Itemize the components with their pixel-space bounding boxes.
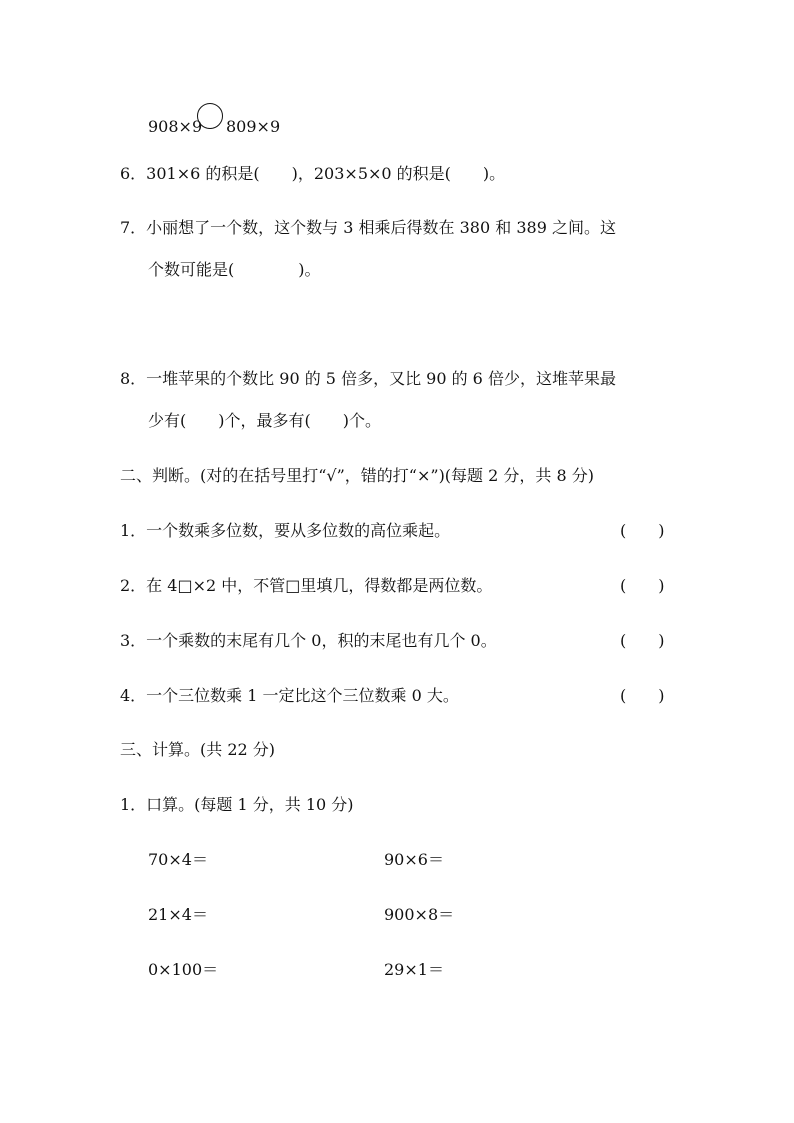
calc-item: 70×4＝ [148,850,208,869]
judge-answer-4: ( ) [620,686,665,705]
calc-item: 0×100＝ [148,960,219,979]
question-8-line2: 少有( )个，最多有( )个。 [148,411,381,430]
question-8-line1: 8．一堆苹果的个数比 90 的 5 倍多，又比 90 的 6 倍少，这堆苹果最 [120,369,616,388]
calc-item: 900×8＝ [384,905,455,924]
judge-item-1: 1．一个数乘多位数，要从多位数的高位乘起。 [120,521,451,540]
calc-item: 90×6＝ [384,850,444,869]
calc-item: 29×1＝ [384,960,444,979]
compare-right: 809×9 [226,117,281,136]
compare-left: 908×9 [148,117,203,136]
judge-item-3: 3．一个乘数的末尾有几个 0，积的末尾也有几个 0。 [120,631,497,650]
question-7-line1: 7．小丽想了一个数，这个数与 3 相乘后得数在 380 和 389 之间。这 [120,218,616,237]
question-7-line2: 个数可能是( )。 [148,260,321,279]
compare-circle-blank [197,103,223,129]
judge-answer-2: ( ) [620,576,665,595]
question-6: 6．301×6 的积是( )，203×5×0 的积是( )。 [120,164,506,183]
judge-answer-1: ( ) [620,521,665,540]
calc-sub1: 1．口算。(每题 1 分，共 10 分) [120,795,354,814]
judge-item-2: 2．在 4□×2 中，不管□里填几，得数都是两位数。 [120,576,493,595]
judge-heading: 二、判断。(对的在括号里打“√”，错的打“×”)(每题 2 分，共 8 分) [120,466,594,485]
calc-item: 21×4＝ [148,905,208,924]
judge-item-4: 4．一个三位数乘 1 一定比这个三位数乘 0 大。 [120,686,459,705]
calc-heading: 三、计算。(共 22 分) [120,740,276,759]
judge-answer-3: ( ) [620,631,665,650]
